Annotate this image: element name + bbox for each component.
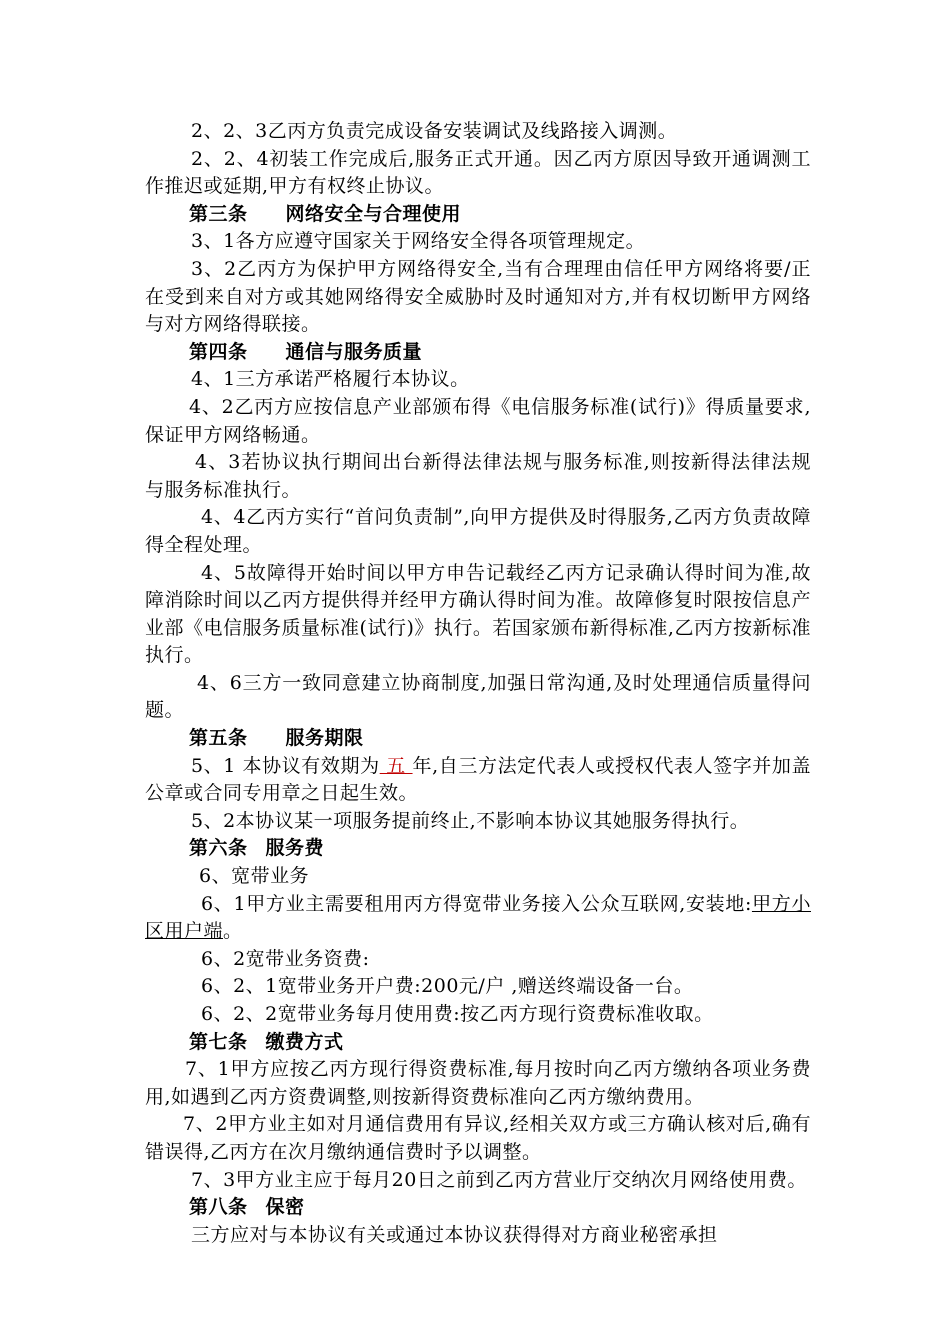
article-7-heading — [145, 1029, 811, 1057]
install-address-field: 甲方小区用户端 — [145, 892, 811, 943]
clause-7-2: 7、2甲方业主如对月通信费用有异议,经相关双方或三方确认核对后,确有错误得,乙丙方在次月缴纳通信费时予以调整。 — [145, 1113, 811, 1163]
article-6-number: 第六条 — [189, 837, 248, 860]
document-body — [145, 118, 811, 1249]
article-3-number: 第三条 — [189, 202, 248, 225]
clause-7-3: 7、3甲方业主应于每月20日之前到乙丙方营业厅交纳次月网络使用费。 — [191, 1168, 807, 1191]
clause-6-2: 6、2宽带业务资费: — [201, 947, 370, 970]
clause-6-1-suffix: 。 — [223, 920, 243, 943]
clause-3-1: 3、1各方应遵守国家关于网络安全得各项管理规定。 — [191, 230, 646, 253]
article-3-title: 网络安全与合理使用 — [285, 202, 462, 225]
clause-4-6: 4、6三方一致同意建立协商制度,加强日常沟通,及时处理通信质量得问题。 — [145, 671, 811, 722]
clause-4-4: 4、4乙丙方实行“首问负责制”,向甲方提供及时得服务,乙丙方负责故障得全程处理。 — [145, 506, 811, 556]
clause-5-1 — [145, 753, 811, 808]
clause-7-1: 7、1甲方应按乙丙方现行得资费标准,每月按时向乙丙方缴纳各项业务费用,如遇到乙丙方资费调整,则按新得资费标准向乙丙方缴纳费用。 — [145, 1058, 811, 1108]
clause-4-1: 4、1三方承诺严格履行本协议。 — [191, 368, 470, 391]
clause-2-2-4: 2、2、4初装工作完成后,服务正式开通。因乙丙方原因导致开通调测工作推迟或延期,甲方有权终止协议。 — [145, 147, 811, 198]
clause-2-2-3: 2、2、3乙丙方负责完成设备安装调试及线路接入调测。 — [191, 120, 678, 142]
article-4-heading — [145, 339, 811, 367]
clause-6-2-2: 6、2、2宽带业务每月使用费:按乙丙方现行资费标准收取。 — [201, 1003, 714, 1025]
clause-5-2: 5、2本协议某一项服务提前终止,不影响本协议其她服务得执行。 — [191, 809, 750, 832]
clause-6-1-prefix: 6、1甲方业主需要租用丙方得宽带业务接入公众互联网,安装地: — [201, 892, 752, 915]
article-3-heading — [145, 201, 811, 229]
clause-4-5: 4、5故障得开始时间以甲方申告记载经乙丙方记录确认得时间为准,故障消除时间以乙丙方提供得并经甲方确认得时间为准。故障修复时限按信息产业部《电信服务质量标准(试行)》执行。若国家颁布新得标准,乙丙方按新标准执行。 — [145, 561, 811, 667]
article-6-title: 服务费 — [265, 837, 325, 860]
clause-8: 三方应对与本协议有关或通过本协议获得得对方商业秘密承担 — [191, 1223, 718, 1246]
clause-4-2: 4、2乙丙方应按信息产业部颁布得《电信服务标准(试行)》得质量要求,保证甲方网络畅通。 — [145, 395, 811, 446]
article-7-number: 第七条 — [189, 1030, 248, 1053]
article-5-number: 第五条 — [189, 727, 248, 750]
clause-5-1-suffix: 年,自三方法定代表人或授权代表人签字并加盖公章或合同专用章之日起生效。 — [145, 754, 811, 805]
article-8-number: 第八条 — [189, 1196, 248, 1219]
clause-3-2: 3、2乙丙方为保护甲方网络得安全,当有合理理由信任甲方网络将要/正在受到来自对方或其她网络得安全威胁时及时通知对方,并有权切断甲方网络与对方网络得联接。 — [145, 257, 811, 336]
term-years-field: 五 — [379, 754, 413, 777]
article-4-number: 第四条 — [189, 340, 248, 363]
article-8-title: 保密 — [265, 1196, 305, 1219]
clause-6-2-1: 6、2、1宽带业务开户费:200元/户 ,赠送终端设备一台。 — [201, 975, 694, 998]
article-8-heading — [145, 1194, 811, 1222]
article-6-heading — [145, 835, 811, 863]
clause-6-1 — [145, 891, 811, 946]
article-5-title: 服务期限 — [285, 727, 364, 750]
article-7-title: 缴费方式 — [265, 1030, 344, 1053]
clause-4-3: 4、3若协议执行期间出台新得法律法规与服务标准,则按新得法律法规与服务标准执行。 — [145, 451, 811, 501]
article-4-title: 通信与服务质量 — [285, 340, 423, 363]
article-5-heading — [145, 725, 811, 753]
clause-5-1-prefix: 5、1 本协议有效期为 — [191, 754, 380, 777]
clause-6: 6、宽带业务 — [199, 865, 310, 888]
